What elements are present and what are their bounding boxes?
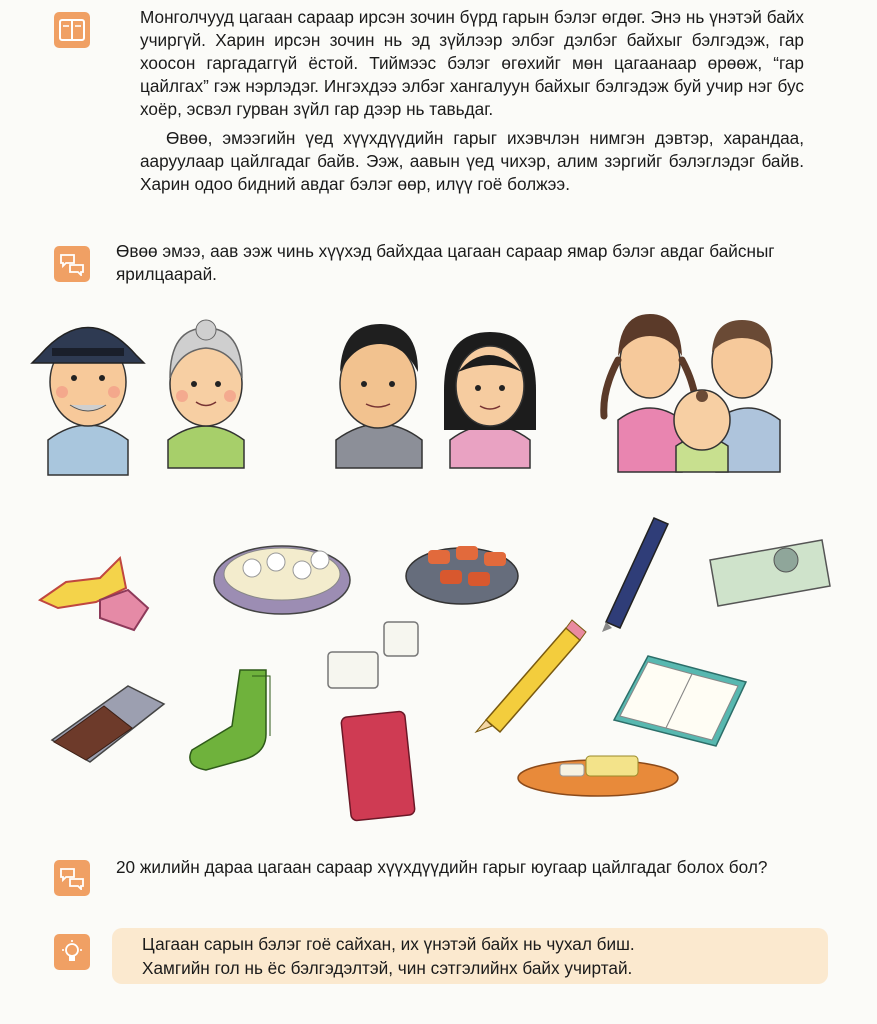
grandmother-illustration <box>168 320 244 468</box>
discussion-question-1: Өвөө эмээ, аав ээж чинь хүүхэд байхдаа цагаан сараар ямар бэлэг авдаг байсныг ярилцаарай. <box>116 241 775 284</box>
diary-illustration <box>341 711 416 821</box>
intro-paragraph-1: Монголчууд цагаан сараар ирсэн зочин бүрд гарын бэлэг өгдөг. Энэ нь үнэтэй байх учиргүй. Харин ирсэн зочин нь эд зүйлээр элбэг дэлбэг байхыг бэлгэдэж, гар хоосон гаргадаггүй ёстой. Тиймээс бэлэг өгөхийг мөн цагаанаар өрөөж, “гар цайлгах” гэж нэрлэдэг. Ингэхдээ элбэг хангалуун байхыг бэлгэдэж буй учир нэг бус хоёр, эсвэл гурван зүйл гар дээр нь тавьдаг. <box>140 7 804 119</box>
intro-paragraph-2: Өвөө, эмээгийн үед хүүхдүүдийн гарыг ихэвчлэн нимгэн дэвтэр, харандаа, ааруулаар цайлгадаг байв. Ээж, аавын үед чихэр, алим зэргийг бэлэглэдэг байв. Харин одоо бидний авдаг бэлэг өөр, илүү гоё болжээ. <box>140 128 804 194</box>
curd-cubes-illustration <box>328 622 418 688</box>
tip-line-2: Хамгийн гол нь ёс бэлгэдэлтэй, чин сэтгэлийнх байх учиртай. <box>142 958 633 978</box>
father-illustration <box>336 324 422 468</box>
grandfather-illustration <box>32 328 144 476</box>
cookies-plate-illustration <box>406 546 518 604</box>
tip-line-1: Цагаан сарын бэлэг гоё сайхан, их үнэтэй байх нь чухал биш. <box>142 934 635 954</box>
tip-callout <box>112 928 828 984</box>
candy-illustration <box>40 558 148 630</box>
tip-text <box>142 932 635 980</box>
banknote-illustration <box>710 540 830 606</box>
pencil-illustration <box>476 620 586 732</box>
discussion-question-2: 20 жилийн дараа цагаан сараар хүүхдүүдийн гарыг юугаар цайлгадаг болох бол? <box>116 857 768 877</box>
children-illustration <box>604 314 780 472</box>
lightbulb-icon <box>54 934 90 970</box>
notebook-illustration <box>614 656 746 746</box>
dessert-plate-illustration <box>518 756 678 796</box>
pen-illustration <box>602 518 668 632</box>
mother-illustration <box>444 332 536 468</box>
dumplings-plate-illustration <box>214 546 350 614</box>
speech-bubbles-icon-2 <box>54 860 90 896</box>
socks-illustration <box>190 670 270 770</box>
chocolate-illustration <box>52 686 164 762</box>
